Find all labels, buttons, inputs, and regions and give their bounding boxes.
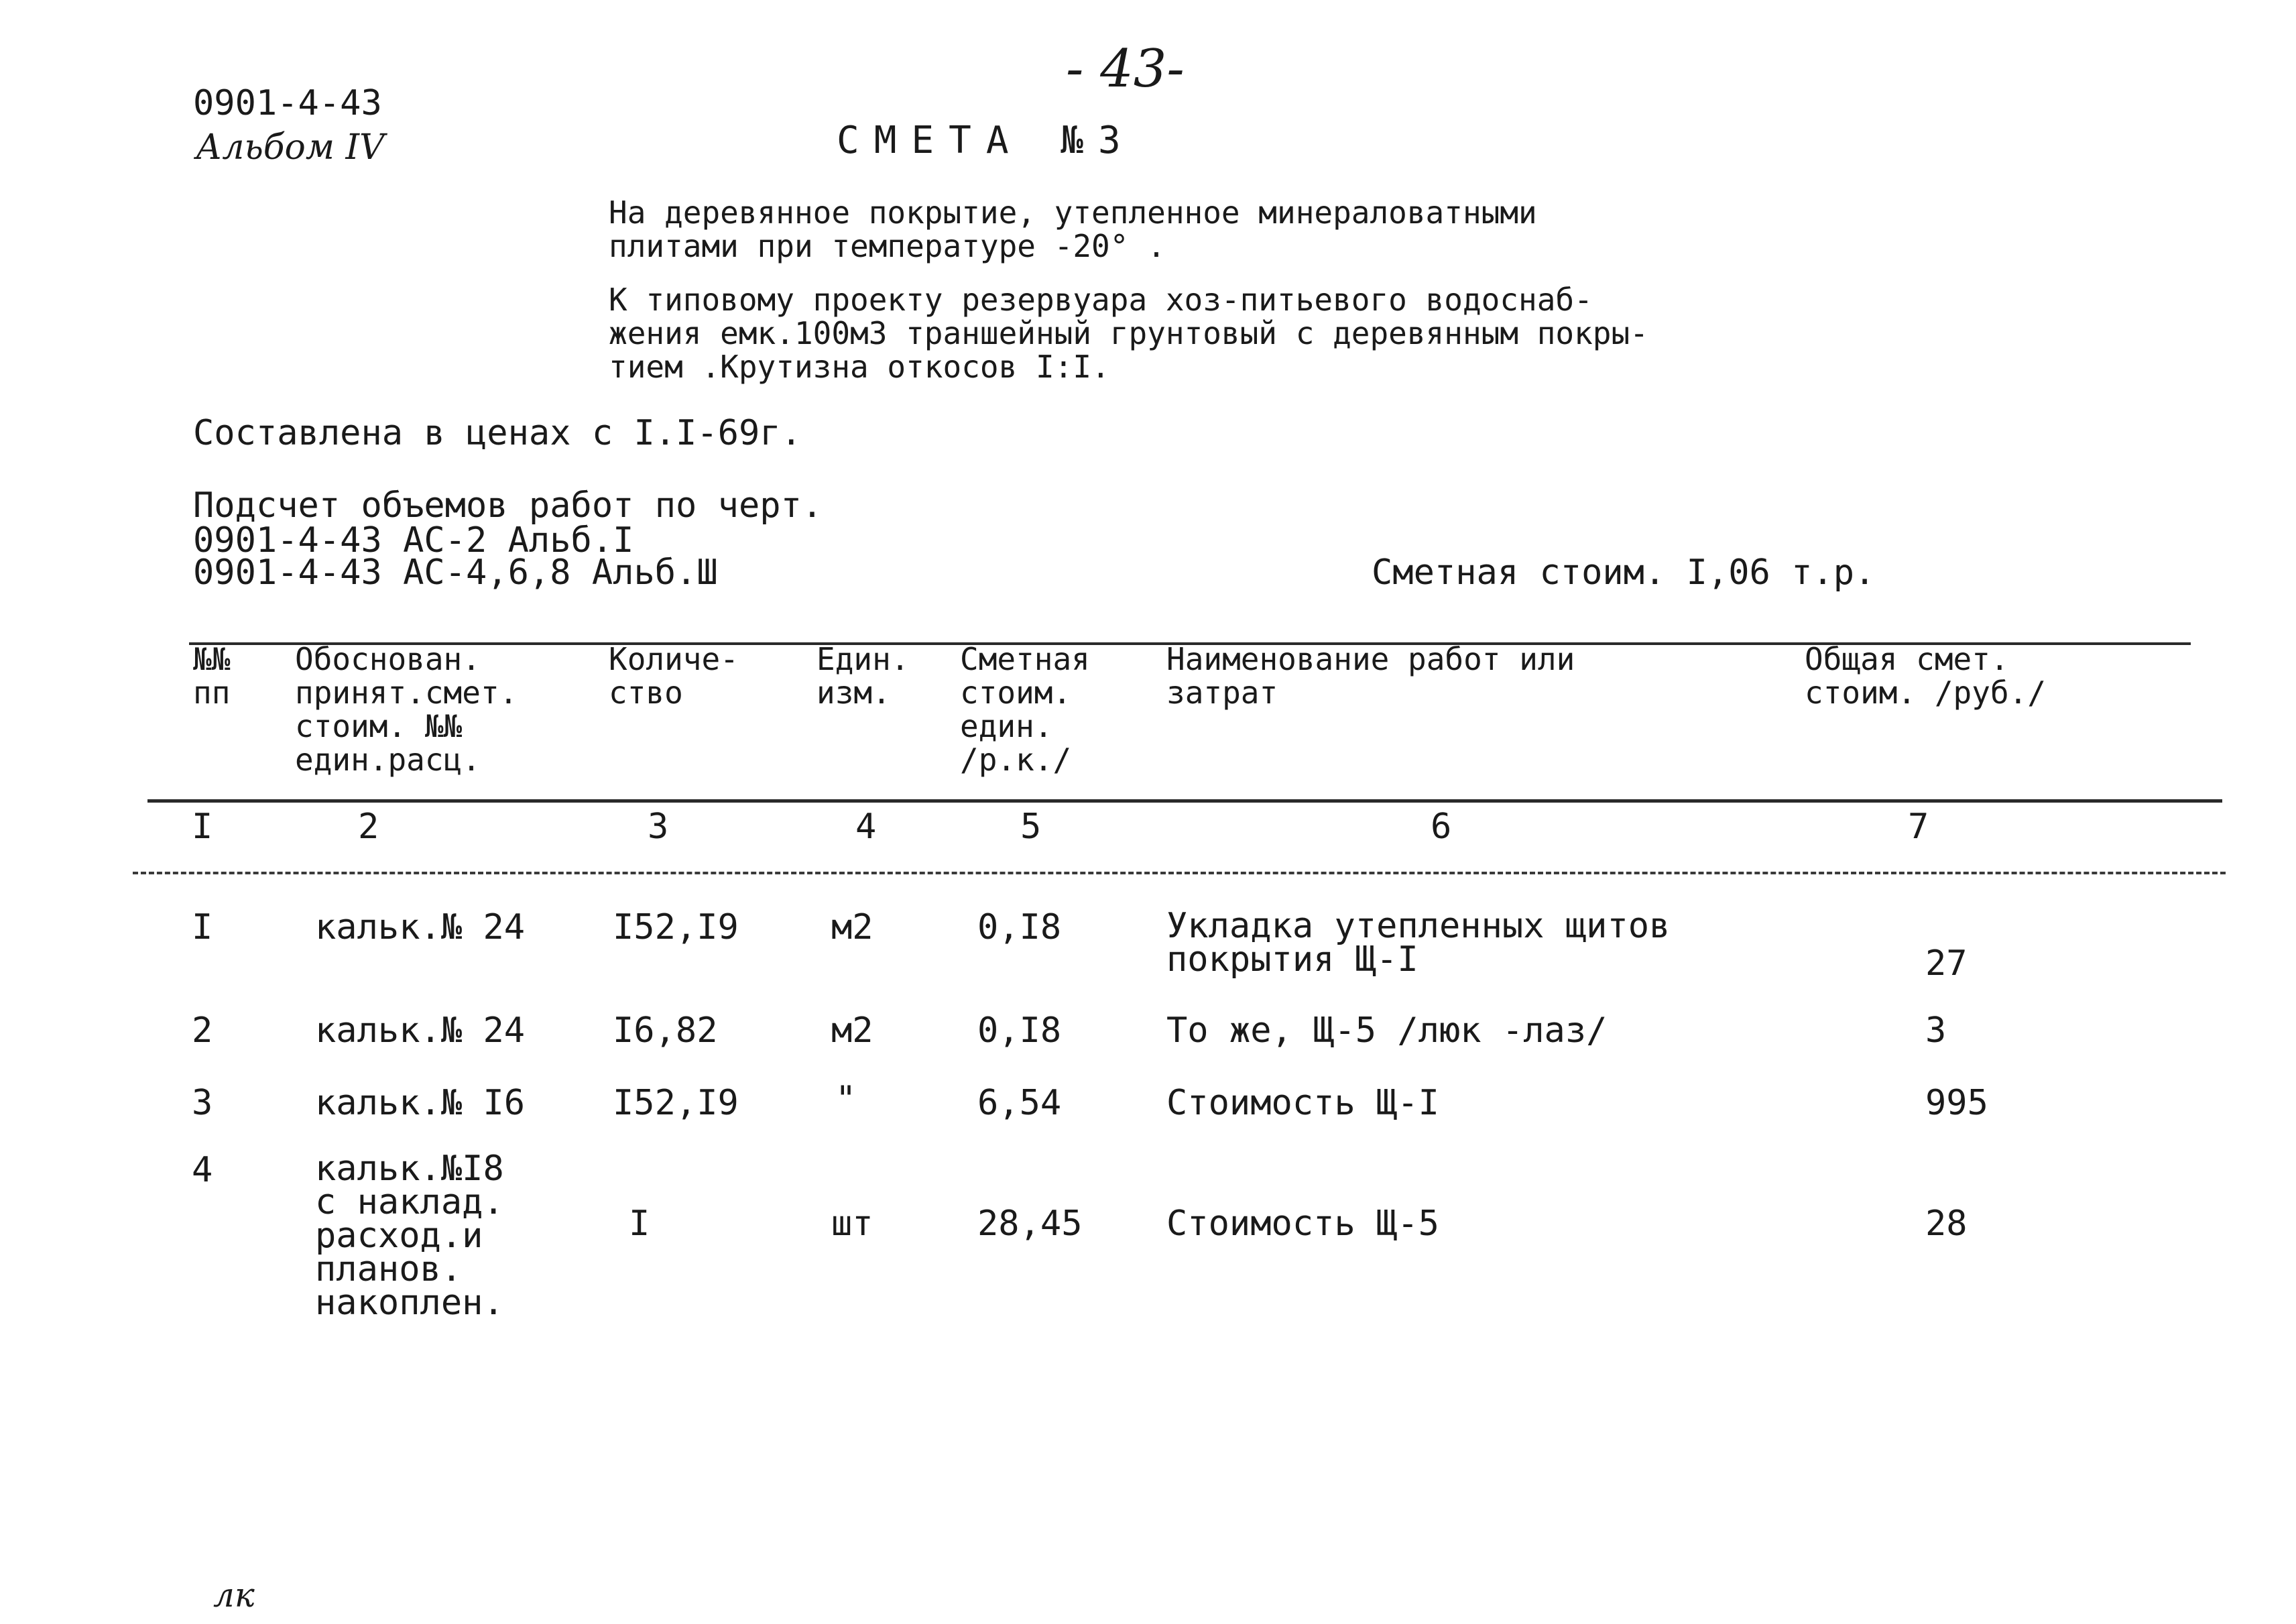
- row-qty: I52,I9: [613, 907, 739, 947]
- album-label: Альбом IV: [196, 127, 385, 168]
- doc-code: 0901-4-43: [193, 83, 382, 123]
- colnum-5: 5: [1020, 807, 1042, 847]
- row-basis: кальк.№ 24: [315, 907, 526, 947]
- estimated-cost: Сметная стоим. I,06 т.р.: [1372, 553, 1876, 593]
- row-name: Стоимость Щ-5: [1166, 1204, 1439, 1244]
- row-name: То же, Щ-5 /люк -лаз/: [1166, 1010, 1608, 1051]
- row-price: 0,I8: [977, 907, 1062, 947]
- colnum-7: 7: [1908, 807, 1929, 847]
- footer-initials: лк: [213, 1576, 255, 1615]
- row-number: 3: [192, 1083, 213, 1123]
- colnum-6: 6: [1431, 807, 1452, 847]
- row-qty: I6,82: [613, 1010, 718, 1051]
- header-bottom-rule: [147, 799, 2222, 803]
- header-col-3: Количе- ство: [609, 641, 739, 711]
- column-numbers-rule: [133, 872, 2226, 874]
- row-unit: м2: [831, 907, 873, 947]
- row-unit: м2: [831, 1010, 873, 1051]
- calc-line-3: 0901-4-43 АС-4,6,8 Альб.Ш: [193, 553, 718, 593]
- row-number: 4: [192, 1150, 213, 1190]
- calc-line-2: 0901-4-43 АС-2 Альб.I: [193, 520, 634, 561]
- row-basis: кальк.№ 24: [315, 1010, 526, 1051]
- colnum-3: 3: [648, 807, 669, 847]
- header-col-4: Един. изм.: [817, 641, 910, 711]
- colnum-4: 4: [855, 807, 877, 847]
- project-line-1: К типовому проекту резервуара хоз-питьевого водоснаб-: [609, 282, 1593, 318]
- prices-basis: Составлена в ценах с I.I-69г.: [193, 413, 802, 453]
- row-unit: шт: [831, 1204, 873, 1244]
- row-qty: I: [629, 1204, 650, 1244]
- header-col-5: Сметная стоим. един. /р.к./: [960, 641, 1090, 778]
- header-col-2: Обоснован. принят.смет. стоим. №№ един.расц.: [295, 641, 518, 778]
- row-total: 3: [1925, 1010, 1947, 1051]
- calc-line-1: Подсчет объемов работ по черт.: [193, 485, 823, 526]
- page-number: - 43-: [1066, 39, 1185, 99]
- row-number: 2: [192, 1010, 213, 1051]
- header-col-1: №№ пп: [193, 641, 231, 711]
- description-line-2: плитами при температуре -20° .: [609, 228, 1166, 264]
- description-line-1: На деревянное покрытие, утепленное минераловатными: [609, 194, 1537, 231]
- row-name: Укладка утепленных щитов покрытия Щ-I: [1166, 906, 1671, 980]
- header-col-7: Общая смет. стоим. /руб./: [1805, 641, 2047, 711]
- row-basis: кальк.№I8 с наклад. расход.и планов. накоплен.: [315, 1149, 504, 1323]
- row-total: 995: [1925, 1083, 1988, 1123]
- row-total: 27: [1925, 943, 1968, 984]
- row-number: I: [192, 907, 213, 947]
- header-col-6: Наименование работ или затрат: [1166, 641, 1575, 711]
- colnum-2: 2: [358, 807, 379, 847]
- row-price: 0,I8: [977, 1010, 1062, 1051]
- row-price: 28,45: [977, 1204, 1083, 1244]
- project-line-3: тием .Крутизна откосов I:I.: [609, 349, 1110, 385]
- row-price: 6,54: [977, 1083, 1062, 1123]
- row-total: 28: [1925, 1204, 1968, 1244]
- colnum-1: I: [192, 807, 213, 847]
- row-qty: I52,I9: [613, 1083, 739, 1123]
- page-title: СМЕТА №3: [837, 119, 1136, 162]
- row-name: Стоимость Щ-I: [1166, 1083, 1439, 1123]
- row-unit: ": [835, 1079, 857, 1119]
- project-line-2: жения емк.100м3 траншейный грунтовый с деревянным покры-: [609, 315, 1648, 351]
- row-basis: кальк.№ I6: [315, 1083, 526, 1123]
